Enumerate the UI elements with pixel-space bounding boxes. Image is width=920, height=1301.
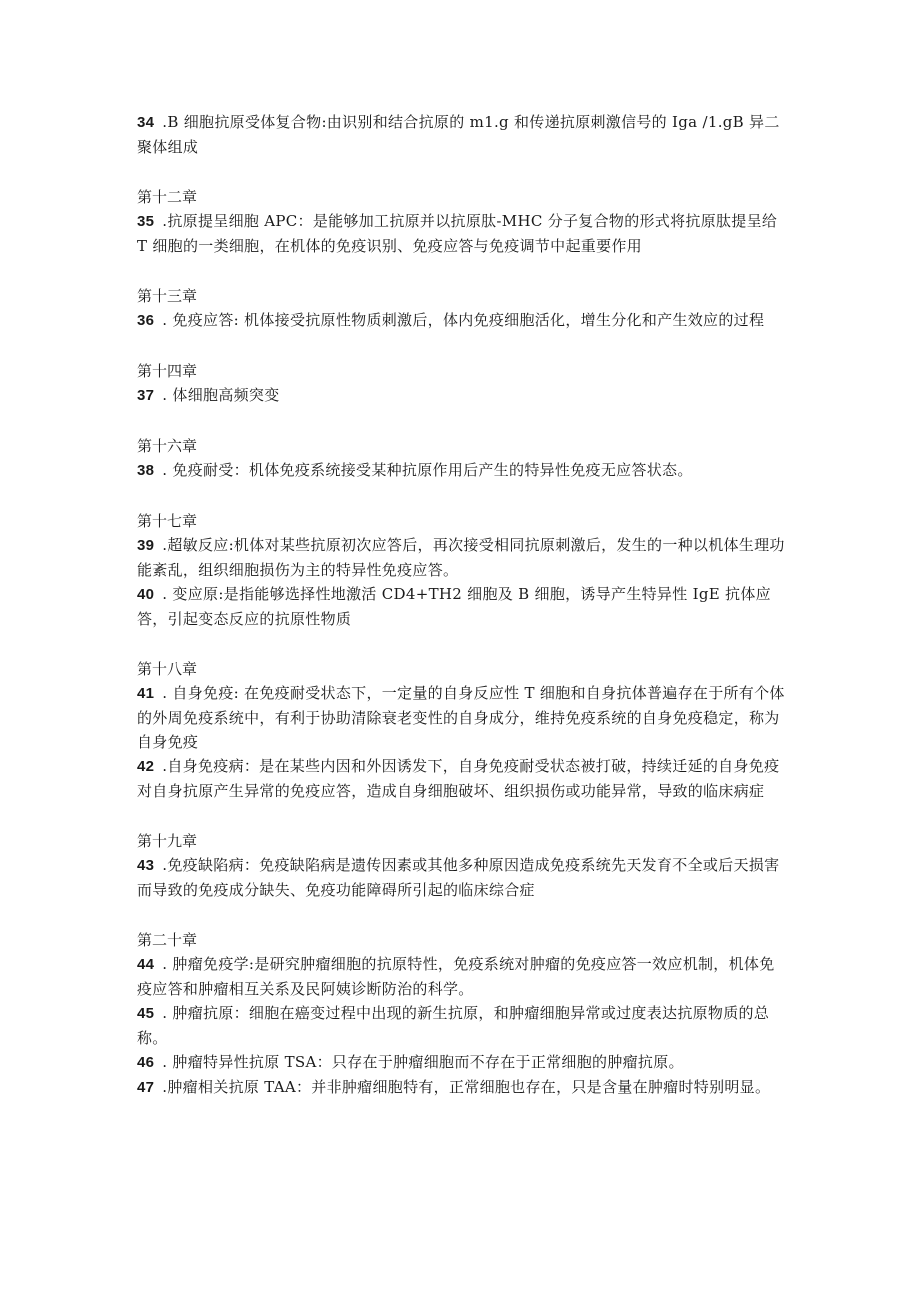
entry-number: 41 (137, 685, 155, 702)
glossary-entry (137, 308, 787, 333)
entry-text: . 自身免疫: 在免疫耐受状态下，一定量的自身反应性 T 细胞和自身抗体普遍存在于所有个体的外周免疫系统中，有利于协助清除衰老变性的自身成分，维持免疫系统的自身免疫稳定，称为自身免疫 (137, 684, 785, 751)
glossary-entry (137, 383, 787, 408)
entry-number: 35 (137, 213, 155, 230)
entry-text: . 体细胞高频突变 (162, 386, 280, 404)
entry-text: . 肿瘤免疫学:是研究肿瘤细胞的抗原特性，免疫系统对肿瘤的免疫应答一效应机制，机体免疫应答和肿瘤相互关系及民阿姨诊断防治的科学。 (137, 955, 775, 998)
chapter-section (137, 185, 787, 258)
document-body (137, 110, 787, 1126)
entry-number: 36 (137, 312, 155, 329)
glossary-entry (137, 1075, 787, 1100)
chapter-section (137, 434, 787, 483)
glossary-entry (137, 458, 787, 483)
glossary-entry (137, 681, 787, 754)
chapter-section (137, 509, 787, 631)
entry-text: . 免疫应答: 机体接受抗原性物质刺激后，体内免疫细胞活化，增生分化和产生效应的过程 (162, 311, 765, 329)
chapter-section (137, 359, 787, 408)
chapter-section (137, 657, 787, 803)
chapter-heading: 第十二章 (137, 188, 198, 206)
chapter-section (137, 928, 787, 1100)
glossary-entry (137, 582, 787, 631)
entry-text: .抗原提呈细胞 APC：是能够加工抗原并以抗原肽-MHC 分子复合物的形式将抗原肽提呈给 T 细胞的一类细胞，在机体的免疫识别、免疫应答与免疫调节中起重要作用 (137, 212, 778, 255)
glossary-entry (137, 1001, 787, 1050)
entry-text: . 免疫耐受：机体免疫系统接受某种抗原作用后产生的特异性免疫无应答状态。 (162, 461, 693, 479)
entry-number: 47 (137, 1079, 155, 1096)
entry-text: .超敏反应:机体对某些抗原初次应答后，再次接受相同抗原刺激后，发生的一种以机体生理功能紊乱，组织细胞损伤为主的特异性免疫应答。 (137, 536, 785, 579)
glossary-entry (137, 754, 787, 803)
glossary-entry (137, 1050, 787, 1075)
glossary-entry (137, 853, 787, 902)
glossary-entry (137, 952, 787, 1001)
entry-text: . 肿瘤特异性抗原 TSA：只存在于肿瘤细胞而不存在于正常细胞的肿瘤抗原。 (162, 1053, 684, 1071)
chapter-heading: 第十七章 (137, 512, 198, 530)
entry-text: . 肿瘤抗原：细胞在癌变过程中出现的新生抗原，和肿瘤细胞异常或过度表达抗原物质的总称。 (137, 1004, 770, 1047)
chapter-heading: 第十八章 (137, 660, 198, 678)
entry-number: 37 (137, 387, 155, 404)
entry-text: .B 细胞抗原受体复合物:由识别和结合抗原的 m1.g 和传递抗原刺激信号的 Iga /1.gB 异二聚体组成 (137, 113, 780, 156)
entry-number: 43 (137, 857, 155, 874)
chapter-heading: 第十九章 (137, 832, 198, 850)
entry-number: 45 (137, 1005, 155, 1022)
chapter-heading: 第十三章 (137, 287, 198, 305)
entry-number: 38 (137, 462, 155, 479)
glossary-entry (137, 110, 787, 159)
entry-number: 40 (137, 586, 155, 603)
chapter-section (137, 829, 787, 902)
entry-text: .肿瘤相关抗原 TAA：并非肿瘤细胞特有，正常细胞也存在，只是含量在肿瘤时特别明显。 (162, 1078, 771, 1096)
entry-number: 46 (137, 1054, 155, 1071)
entry-number: 34 (137, 114, 155, 131)
entry-number: 39 (137, 537, 155, 554)
glossary-entry (137, 533, 787, 582)
entry-text: .自身免疫病：是在某些内因和外因诱发下，自身免疫耐受状态被打破，持续迁延的自身免疫对自身抗原产生异常的免疫应答，造成自身细胞破坏、组织损伤或功能异常，导致的临床病症 (137, 757, 780, 800)
entry-text: . 变应原:是指能够选择性地激活 CD4+TH2 细胞及 B 细胞，诱导产生特异性 IgE 抗体应答，引起变态反应的抗原性物质 (137, 585, 771, 628)
chapter-section (137, 284, 787, 333)
entry-number: 42 (137, 758, 155, 775)
glossary-entry (137, 209, 787, 258)
entry-number: 44 (137, 956, 155, 973)
entry-text: .免疫缺陷病：免疫缺陷病是遗传因素或其他多种原因造成免疫系统先天发育不全或后天损害而导致的免疫成分缺失、免疫功能障碍所引起的临床综合症 (137, 856, 780, 899)
chapter-heading: 第十四章 (137, 362, 198, 380)
chapter-section (137, 110, 787, 159)
chapter-heading: 第十六章 (137, 437, 198, 455)
chapter-heading: 第二十章 (137, 931, 198, 949)
